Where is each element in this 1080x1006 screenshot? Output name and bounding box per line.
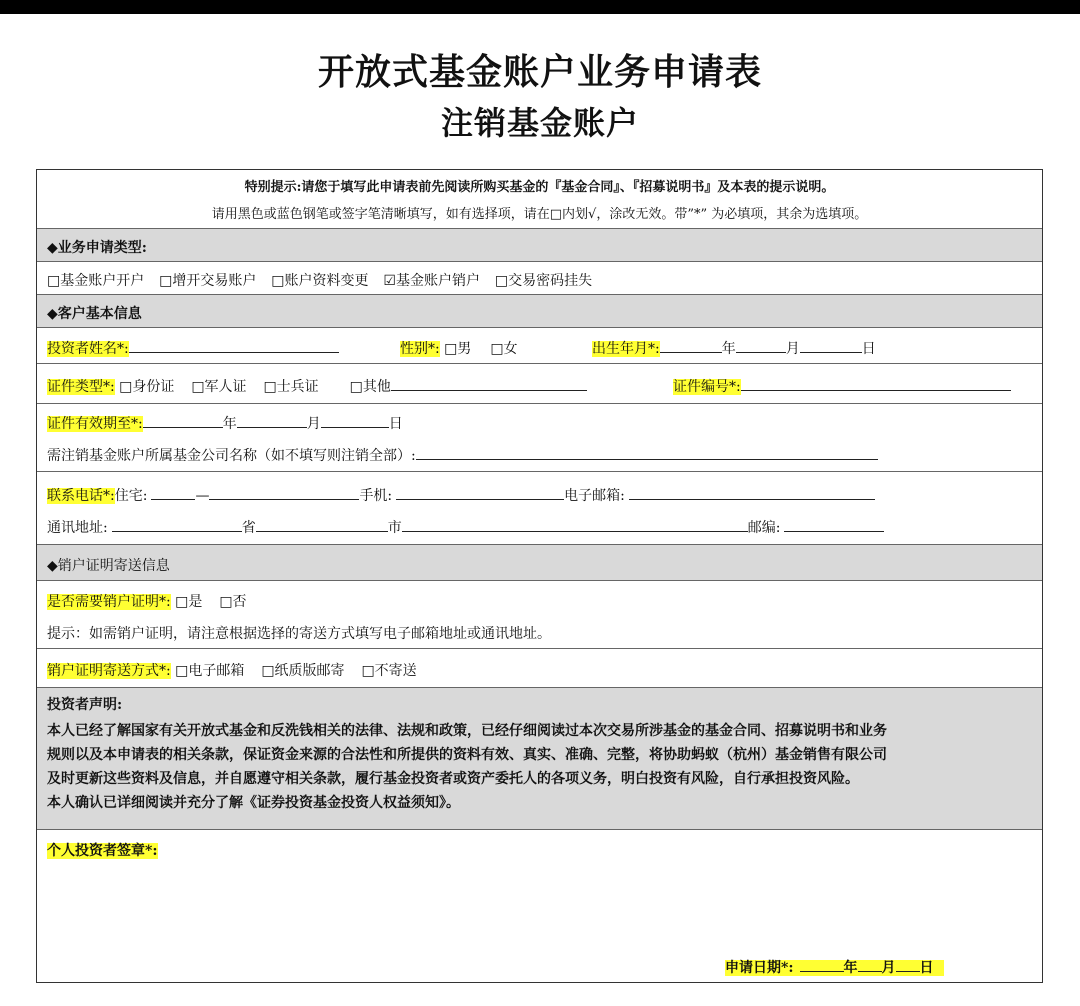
id-validity-row — [37, 403, 1042, 471]
declaration-line: 规则以及本申请表的相关条款，保证资金来源的合法性和所提供的资料有效、真实、准确、完整，将协助蚂蚁（杭州）基金销售有限公司 — [47, 747, 887, 763]
id-type-other-option[interactable]: □其他 — [349, 379, 391, 395]
declaration-section — [37, 687, 1042, 829]
cert-need-no-option[interactable]: □否 — [219, 594, 247, 610]
declaration-header: 投资者声明: — [47, 697, 123, 713]
address-province-field[interactable] — [112, 519, 242, 532]
apply-year-field[interactable] — [800, 959, 844, 972]
home-phone-label: 住宅: — [114, 488, 148, 504]
address-label: 通讯地址: — [47, 520, 108, 536]
top-black-bar — [0, 0, 1080, 14]
id-number-label: 证件编号*: — [673, 379, 741, 395]
form-title: 开放式基金账户业务申请表 — [317, 52, 762, 93]
apply-day-unit: 日 — [919, 960, 934, 976]
id-type-idcard-option[interactable]: □身份证 — [119, 379, 175, 395]
email-label: 电子邮箱: — [564, 488, 625, 504]
option-open-account[interactable]: □基金账户开户 — [47, 273, 145, 289]
id-valid-month-unit: 月 — [306, 416, 321, 432]
fill-instructions: 请用黑色或蓝色钢笔或签字笔清晰填写，如有选择项，请在□内划√，涂改无效。带”*” 为必填项，其余为选填项。 — [211, 207, 868, 222]
fund-company-field[interactable] — [416, 447, 878, 460]
apply-year-unit: 年 — [843, 960, 858, 976]
id-valid-month-field[interactable] — [237, 415, 307, 428]
business-type-options — [47, 270, 592, 290]
postcode-field[interactable] — [784, 519, 884, 532]
birth-day-field[interactable] — [800, 340, 862, 353]
home-phone-area-field[interactable] — [151, 487, 195, 500]
application-form — [36, 169, 1043, 983]
investor-name-label: 投资者姓名*: — [47, 341, 129, 357]
investor-name-field[interactable] — [129, 340, 339, 353]
phone-label: 联系电话*: — [47, 488, 115, 504]
apply-month-field[interactable] — [858, 959, 882, 972]
gender-female-option[interactable]: □女 — [490, 341, 518, 357]
form-subtitle: 注销基金账户 — [440, 104, 639, 142]
cert-hint: 提示：如需销户证明，请注意根据选择的寄送方式填写电子邮箱地址或通讯地址。 — [47, 626, 551, 642]
phone-dash: — — [195, 488, 210, 504]
id-valid-day-field[interactable] — [321, 415, 389, 428]
id-type-label: 证件类型*: — [47, 379, 115, 395]
city-unit: 市 — [387, 520, 402, 536]
option-add-trade-account[interactable]: □增开交易账户 — [159, 273, 257, 289]
cert-need-row — [37, 580, 1042, 648]
apply-day-field[interactable] — [896, 959, 920, 972]
apply-month-unit: 月 — [881, 960, 896, 976]
business-type-header-row — [37, 228, 1042, 261]
business-type-row — [37, 261, 1042, 294]
declaration-line: 本人已经了解国家有关开放式基金和反洗钱相关的法律、法规和政策，已经仔细阅读过本次交易所涉基金的基金合同、招募说明书和业务 — [47, 723, 887, 739]
email-field[interactable] — [629, 487, 875, 500]
birth-month-unit: 月 — [785, 341, 800, 357]
fund-company-label: 需注销基金账户所属基金公司名称（如不填写则注销全部）: — [47, 448, 416, 464]
id-number-field[interactable] — [741, 378, 1011, 391]
cert-header: ◆销户证明寄送信息 — [47, 558, 170, 574]
id-valid-label: 证件有效期至*: — [47, 416, 143, 432]
method-paper-option[interactable]: □纸质版邮寄 — [261, 663, 345, 679]
address-detail-field[interactable] — [402, 519, 748, 532]
id-valid-year-unit: 年 — [222, 416, 237, 432]
signature-area[interactable] — [47, 864, 1027, 952]
client-info-header: ◆客户基本信息 — [47, 306, 142, 322]
cert-method-label: 销户证明寄送方式*: — [47, 663, 171, 679]
birth-label: 出生年月*: — [592, 341, 660, 357]
birth-day-unit: 日 — [861, 341, 876, 357]
cert-header-row — [37, 544, 1042, 580]
birth-year-field[interactable] — [660, 340, 722, 353]
mobile-field[interactable] — [396, 487, 564, 500]
option-close-account[interactable]: ☑基金账户销户 — [383, 273, 480, 289]
option-change-info[interactable]: □账户资料变更 — [271, 273, 369, 289]
client-info-header-row — [37, 294, 1042, 327]
declaration-text — [47, 719, 1037, 815]
birth-year-unit: 年 — [721, 341, 736, 357]
business-type-header: ◆业务申请类型: — [47, 240, 147, 256]
id-type-military-option[interactable]: □军人证 — [191, 379, 247, 395]
declaration-line: 本人确认已详细阅读并充分了解《证券投资基金投资人权益须知》。 — [47, 795, 460, 811]
id-type-other-field[interactable] — [391, 378, 587, 391]
name-row — [37, 327, 1042, 363]
birth-month-field[interactable] — [736, 340, 786, 353]
mobile-label: 手机: — [359, 488, 393, 504]
id-valid-year-field[interactable] — [143, 415, 223, 428]
contact-row — [37, 471, 1042, 544]
id-row — [37, 363, 1042, 403]
id-type-soldier-option[interactable]: □士兵证 — [263, 379, 319, 395]
method-email-option[interactable]: □电子邮箱 — [175, 663, 245, 679]
apply-date-label: 申请日期*: — [725, 960, 794, 976]
home-phone-field[interactable] — [209, 487, 359, 500]
signature-label: 个人投资者签章*: — [47, 843, 158, 859]
declaration-line: 及时更新这些资料及信息，并自愿遵守相关条款，履行基金投资者或资产委托人的各项义务，明白投资有风险，自行承担投资风险。 — [47, 771, 859, 787]
province-unit: 省 — [241, 520, 256, 536]
notice-section — [37, 170, 1042, 228]
cert-method-row — [37, 648, 1042, 687]
gender-label: 性别*: — [400, 341, 440, 357]
option-password-loss[interactable]: □交易密码挂失 — [494, 273, 593, 289]
signature-section — [37, 829, 1042, 982]
id-valid-day-unit: 日 — [388, 416, 403, 432]
cert-need-yes-option[interactable]: □是 — [175, 594, 203, 610]
special-notice: 特别提示:请您于填写此申请表前先阅读所购买基金的『基金合同』、『招募说明书』及本表的提示说明。 — [244, 180, 835, 195]
cert-need-label: 是否需要销户证明*: — [47, 594, 171, 610]
method-none-option[interactable]: □不寄送 — [361, 663, 417, 679]
gender-male-option[interactable]: □男 — [444, 341, 472, 357]
address-city-field[interactable] — [256, 519, 388, 532]
postcode-label: 邮编: — [747, 520, 781, 536]
